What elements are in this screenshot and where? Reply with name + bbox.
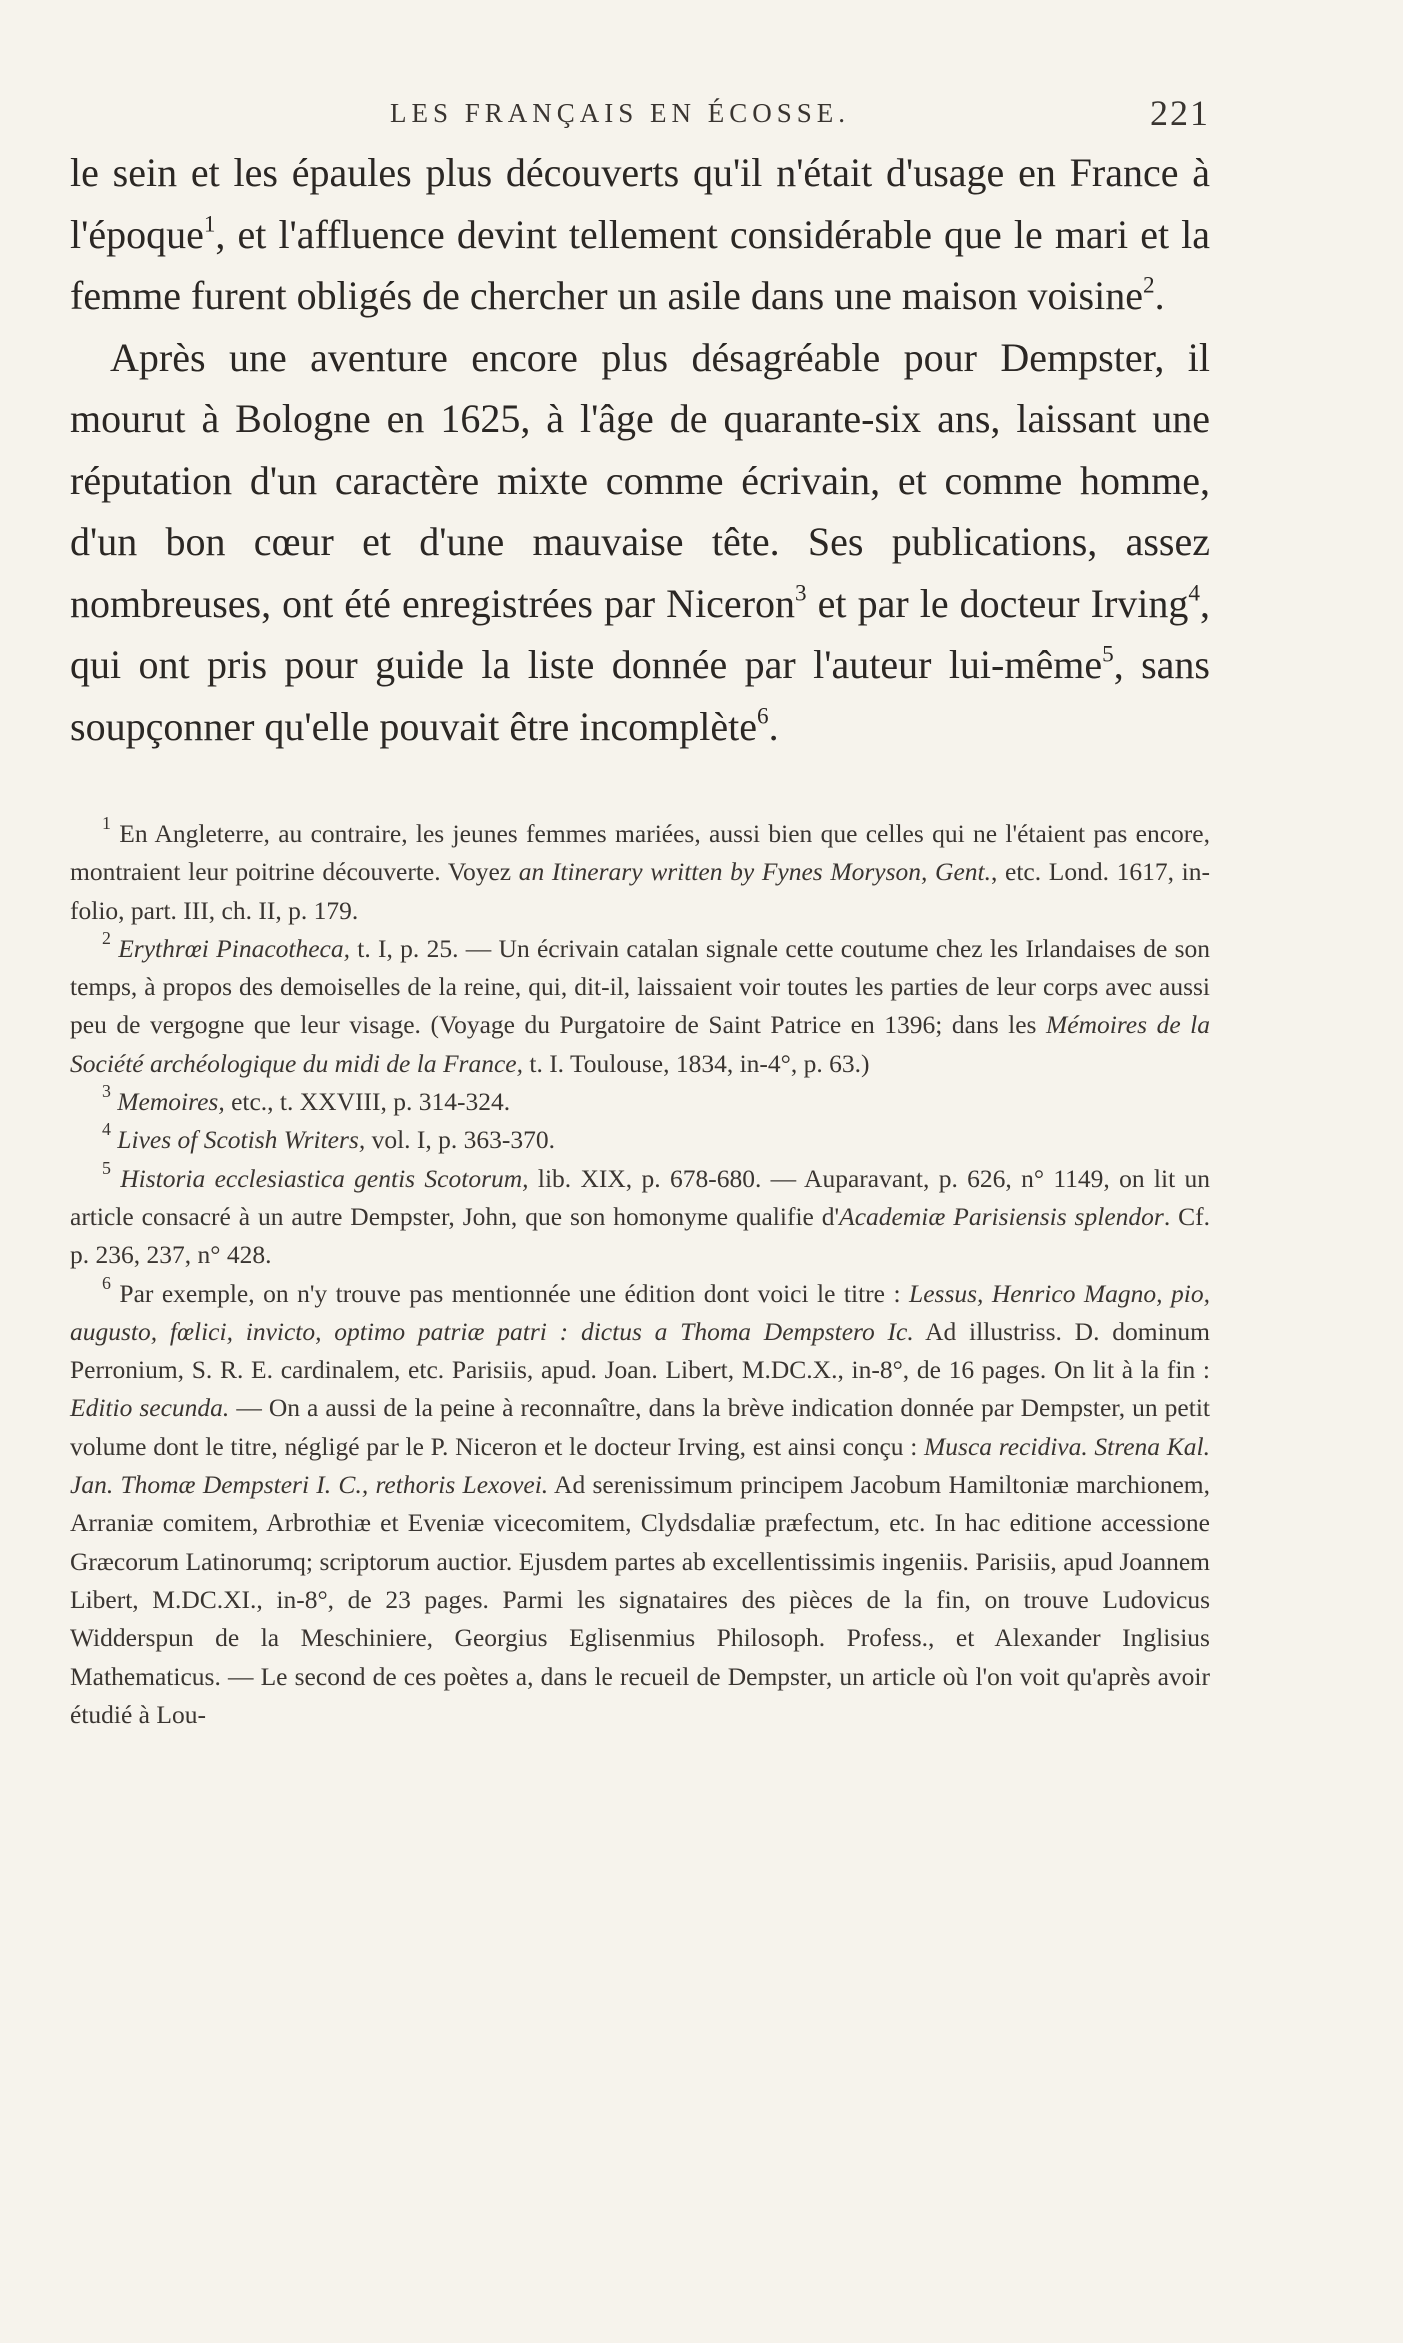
footnote-ref-4: 4 [1188, 579, 1200, 606]
italic-run: Musca recidiva. Strena Kal. Jan. Thomæ Dempsteri I. C., rethoris Lexovei. [70, 1431, 1210, 1500]
text-run: t. I, p. 25. — Un écrivain catalan signale cette coutume chez les Irlandaises de son temps, à propos des demoiselles de la reine, qui, dit-il, laissaient voir toutes les parties de leur corps avec aussi peu de vergogne que leur visage. (Voyage du Purgatoire de Saint Patrice en 1396; dans les [70, 933, 1211, 1040]
book-page [70, 80, 1210, 1734]
footnote-5 [70, 1157, 1211, 1275]
footnote-4 [70, 1121, 1210, 1159]
running-title: LES FRANÇAIS EN ÉCOSSE. [390, 98, 851, 128]
text-run: vol. I, p. 363-370. [365, 1125, 556, 1155]
text-run: etc., t. XXVIII, p. 314-324. [224, 1087, 511, 1117]
text-run: t. I. Toulouse, 1834, in-4°, p. 63.) [522, 1048, 870, 1078]
footnotes [70, 815, 1210, 1734]
text-run: . [768, 703, 779, 749]
italic-run: Historia ecclesiastica gentis Scotorum, [120, 1163, 529, 1193]
text-run: lib. XIX, p. 678-680. — Auparavant, p. 626, n° 1149, on lit un article consacré à un autre Dempster, John, que son homonyme qualifie d' [70, 1163, 1211, 1231]
text-run: En Angleterre, au contraire, les jeunes femmes mariées, aussi bien que celles qui ne l'étaient pas encore, montraient leur poitrine découverte. Voyez [70, 819, 1210, 887]
footnote-ref-6: 6 [756, 702, 769, 729]
text-run: . Cf. p. 236, 237, n° 428. [70, 1201, 1210, 1270]
text-run: Ad illustriss. D. dominum Perronium, S. R. E. cardinalem, etc. Parisiis, apud. Joan. Libert, M.DC.X., in-8°, de 16 pages. On lit à la fin : [70, 1316, 1210, 1385]
footnote-number: 2 [102, 928, 111, 949]
text-run: , qui ont pris pour guide la liste donnée par l'auteur lui-même [70, 580, 1210, 687]
footnote-number: 3 [102, 1081, 111, 1102]
italic-run: Lessus, Henrico Magno, pio, augusto, fœlici, invicto, optimo patriæ patri : dictus a Thoma Dempstero Ic. [70, 1278, 1210, 1346]
text-run: — On a aussi de la peine à reconnaître, dans la brève indication donnée par Dempster, un petit volume dont le titre, négligé par le P. Niceron et le docteur Irving, est ainsi conçu : [70, 1393, 1210, 1461]
text-run: Par exemple, on n'y trouve pas mentionnée une édition dont voici le titre : [110, 1278, 910, 1308]
italic-run: Academiæ Parisiensis splendor [839, 1201, 1164, 1231]
text-run: . [1154, 273, 1165, 318]
main-text [70, 142, 1210, 757]
footnote-ref-2: 2 [1143, 272, 1155, 299]
italic-run: Lives of Scotish Writers, [117, 1125, 366, 1155]
italic-run: Memoires, [117, 1087, 225, 1117]
footnote-ref-5: 5 [1102, 641, 1114, 668]
footnote-2 [70, 930, 1210, 1083]
page-number: 221 [1150, 93, 1210, 133]
footnote-number: 6 [102, 1272, 111, 1293]
text-run: Après une aventure encore plus désagréable pour Dempster, il mourut à Bologne en 1625, à l'âge de quarante-six ans, laissant une réputation d'un caractère mixte comme écrivain, et comme homme, d'un bon cœur et d'une mauvaise tête. Ses publications, assez nombreuses, ont été enregistrées par Niceron [70, 334, 1210, 626]
footnote-number: 4 [102, 1119, 111, 1140]
running-head [70, 80, 1210, 142]
text-run: Ad serenissimum principem Jacobum Hamiltoniæ marchionem, Arraniæ comitem, Arbrothiæ et Eveniæ vicecomitem, Clydsdaliæ præfectum, etc. In hac editione accessione Græcorum Latinorumq; scriptorum auctior. Ejusdem partes ab excellentissimis ingeniis. Parisiis, apud Joannem Libert, M.DC.XI., in-8°, de 23 pages. Parmi les signataires des pièces de la fin, on trouve Ludovicus Widderspun de la Meschiniere, Georgius Eglisenmius Philosoph. Profess., et Alexander Inglisius Mathematicus. — Le second de ces poètes a, dans le recueil de Dempster, un article où l'on voit qu'après avoir étudié à Lou- [70, 1470, 1210, 1729]
text-run: et par le docteur Irving [806, 580, 1189, 626]
text-run: , et l'affluence devint tellement considérable que le mari et la femme furent obligés de chercher un asile dans une maison voisine [70, 211, 1210, 318]
italic-run: Erythrœi Pinacotheca, [118, 933, 350, 963]
footnote-ref-1: 1 [203, 210, 216, 237]
footnote-ref-3: 3 [795, 579, 807, 606]
footnote-1 [70, 815, 1210, 930]
footnote-number: 5 [102, 1157, 111, 1178]
italic-run: Mémoires de la Société archéologique du midi de la France, [70, 1010, 1211, 1078]
footnote-3 [70, 1083, 1210, 1121]
text-run: , sans soupçonner qu'elle pouvait être incomplète [70, 642, 1210, 749]
text-run: le sein et les épaules plus découverts qu'il n'était d'usage en France à l'époque [70, 150, 1210, 257]
footnote-6 [70, 1272, 1210, 1735]
paragraph-1 [70, 142, 1210, 327]
footnote-number: 1 [102, 813, 111, 834]
paragraph-2 [70, 327, 1210, 758]
italic-run: Editio secunda. [70, 1393, 230, 1423]
italic-run: an Itinerary written by Fynes Moryson, Gent. [518, 857, 991, 887]
text-run: , etc. Lond. 1617, in-folio, part. III, ch. II, p. 179. [70, 857, 1210, 925]
